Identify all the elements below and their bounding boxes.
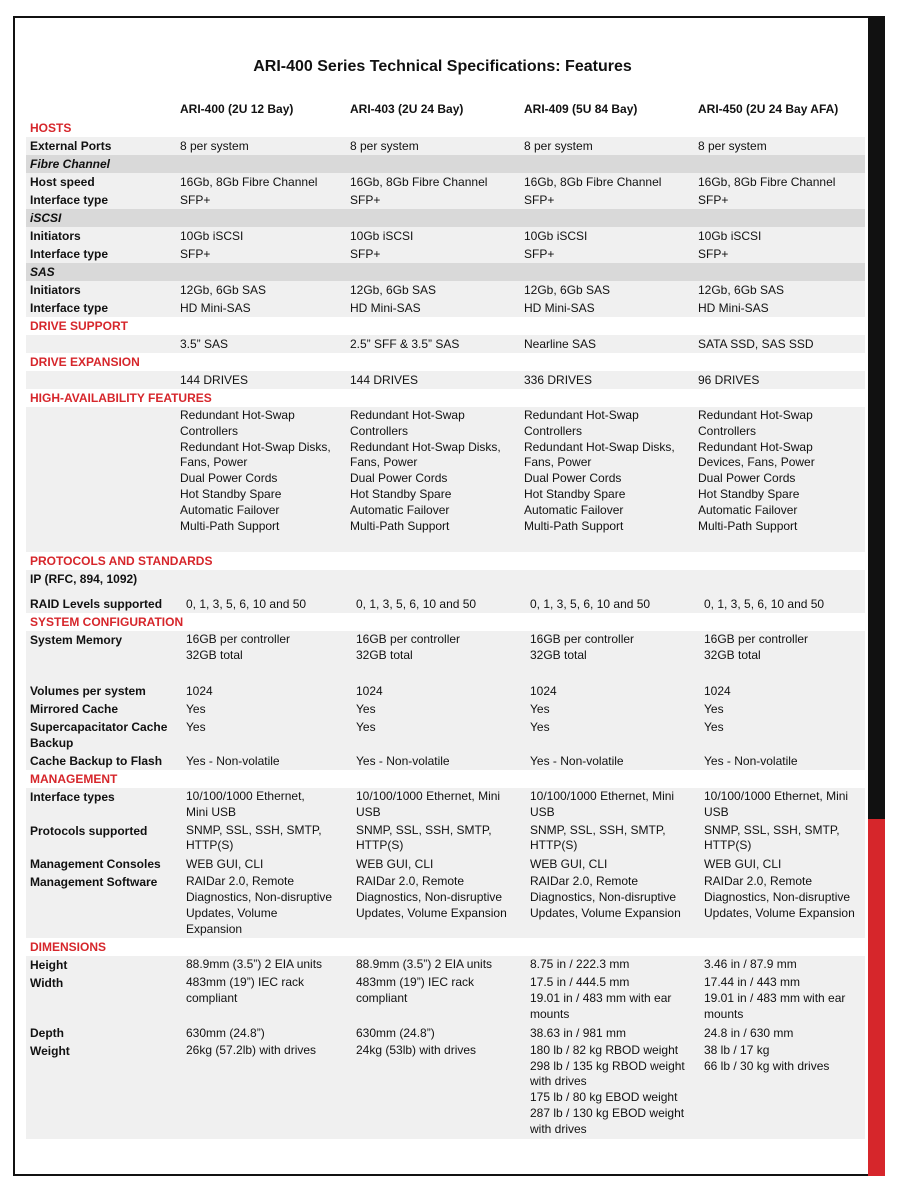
section-row: [26, 389, 865, 407]
spec-value: WEB GUI, CLI: [694, 855, 865, 873]
spec-value-line: Automatic Failover: [524, 502, 624, 517]
spec-value: 2.5” SFF & 3.5” SAS: [346, 335, 520, 353]
spec-row: [26, 407, 865, 552]
spec-value-line: Redundant Hot-Swap: [180, 408, 295, 422]
spec-value: [694, 956, 865, 974]
row-label: Interface type: [26, 245, 176, 263]
spec-value: [346, 407, 520, 552]
spec-value: 8 per system: [694, 137, 865, 155]
spec-row: [26, 956, 865, 974]
subsection-row: [26, 263, 865, 281]
column-header: ARI-450 (2U 24 Bay AFA): [698, 102, 839, 116]
spec-value-line: Controllers: [524, 423, 583, 438]
spec-value-line: 483mm (19”) IEC rack: [186, 975, 305, 990]
spec-value: 1024: [694, 682, 865, 700]
spec-value-line: mounts: [704, 1006, 744, 1021]
spec-value-line: USB: [356, 804, 381, 819]
spec-value-line: Automatic Failover: [180, 502, 280, 517]
section-heading: DIMENSIONS: [26, 938, 865, 956]
spec-value: Yes: [694, 718, 865, 752]
row-label: Cache Backup to Flash: [26, 752, 176, 770]
spec-value-line: Hot Standby Spare: [180, 486, 282, 501]
column-header: ARI-400 (2U 12 Bay): [180, 102, 294, 116]
spec-value: [520, 788, 694, 822]
spec-value-line: mounts: [530, 1006, 570, 1021]
spec-value: 12Gb, 6Gb SAS: [176, 281, 346, 299]
page-title: ARI-400 Series Technical Specifications: Features: [253, 58, 632, 75]
section-heading: MANAGEMENT: [26, 770, 865, 788]
spec-value: Yes - Non-volatile: [520, 752, 694, 770]
column-header: ARI-403 (2U 24 Bay): [350, 102, 464, 116]
spec-value-line: USB: [530, 804, 555, 819]
spec-row: [26, 752, 865, 770]
spec-value: [520, 956, 694, 974]
spec-value-line: Updates, Volume Expansion: [530, 905, 681, 920]
spec-value: [694, 788, 865, 822]
spec-value: 96 DRIVES: [694, 371, 865, 389]
spec-row: [26, 855, 865, 873]
spec-value-line: Automatic Failover: [698, 502, 798, 517]
spec-row: [26, 700, 865, 718]
spec-value-line: Redundant Hot-Swap Disks,: [180, 439, 331, 454]
spec-value: Yes: [694, 700, 865, 718]
spec-value: 16Gb, 8Gb Fibre Channel: [346, 173, 520, 191]
spec-value: 16Gb, 8Gb Fibre Channel: [694, 173, 865, 191]
spec-value: Nearline SAS: [520, 335, 694, 353]
spec-value: SFP+: [694, 191, 865, 209]
spec-value-line: Multi-Path Support: [524, 518, 624, 533]
row-label: Management Software: [26, 873, 176, 938]
spec-value-line: 16GB per controller: [704, 632, 809, 647]
spec-value-line: 10/100/1000 Ethernet, Mini: [530, 788, 675, 803]
spec-value-line: SNMP, SSL, SSH, SMTP,: [530, 822, 666, 837]
spec-row: [26, 191, 865, 209]
row-label: Management Consoles: [26, 855, 176, 873]
spec-value-line: Hot Standby Spare: [698, 486, 800, 501]
spec-value: SFP+: [346, 191, 520, 209]
spec-value-line: Multi-Path Support: [350, 518, 450, 533]
spec-value: 10Gb iSCSI: [520, 227, 694, 245]
spec-value-line: Fans, Power: [350, 455, 418, 470]
spec-value-line: Dual Power Cords: [698, 471, 796, 486]
spec-row: [26, 1024, 865, 1042]
spec-value: [176, 822, 346, 856]
spec-value-line: 10/100/1000 Ethernet,: [186, 788, 305, 803]
spec-value: WEB GUI, CLI: [520, 855, 694, 873]
spec-value: SATA SSD, SAS SSD: [694, 335, 865, 353]
spec-table: [26, 99, 865, 1139]
spec-value-line: Hot Standby Spare: [524, 486, 626, 501]
section-row: [26, 938, 865, 956]
spec-value: [176, 788, 346, 822]
section-heading: HOSTS: [26, 119, 865, 137]
row-label: RAID Levels supported: [26, 595, 176, 613]
spec-value: [176, 407, 346, 552]
row-label: [26, 371, 176, 389]
spec-value: SFP+: [176, 245, 346, 263]
spec-value: WEB GUI, CLI: [346, 855, 520, 873]
spec-value: 8 per system: [176, 137, 346, 155]
spec-value-line: HTTP(S): [186, 838, 234, 853]
spec-value-line: Fans, Power: [524, 455, 592, 470]
spec-value-line: Controllers: [350, 423, 409, 438]
spec-value-line: 88.9mm (3.5”) 2 EIA units: [186, 957, 323, 972]
row-label: Interface type: [26, 191, 176, 209]
spec-value: [176, 1042, 346, 1139]
spec-row: [26, 595, 865, 613]
spec-value: 24.8 in / 630 mm: [694, 1024, 865, 1042]
spec-value-line: Redundant Hot-Swap: [698, 408, 813, 422]
spec-row: [26, 281, 865, 299]
spec-value: [346, 974, 520, 1023]
subsection-heading: Fibre Channel: [26, 155, 865, 173]
spec-value-line: 32GB total: [704, 648, 761, 663]
spec-value: [346, 788, 520, 822]
subsection-heading: iSCSI: [26, 209, 865, 227]
spec-value-line: RAIDar 2.0, Remote: [186, 874, 295, 889]
section-row: [26, 317, 865, 335]
spec-row: [26, 371, 865, 389]
spec-value-line: compliant: [186, 991, 238, 1006]
spec-value: SFP+: [176, 191, 346, 209]
spec-value-line: SNMP, SSL, SSH, SMTP,: [704, 822, 840, 837]
spec-value: [176, 873, 346, 938]
spec-value-line: HTTP(S): [704, 838, 752, 853]
spec-value: 630mm (24.8”): [346, 1024, 520, 1042]
spec-value: 12Gb, 6Gb SAS: [694, 281, 865, 299]
spec-value-line: Diagnostics, Non-disruptive: [704, 889, 851, 904]
spec-value: [346, 1042, 520, 1139]
row-label: Initiators: [26, 281, 176, 299]
spec-value-line: compliant: [356, 991, 408, 1006]
spec-value-line: Updates, Volume Expansion: [356, 905, 507, 920]
row-label: External Ports: [26, 137, 176, 155]
spec-value: [176, 956, 346, 974]
spec-value-line: Devices, Fans, Power: [698, 455, 815, 470]
spec-value-line: RAIDar 2.0, Remote: [704, 874, 813, 889]
spec-value-line: Dual Power Cords: [524, 471, 622, 486]
spec-value-line: Dual Power Cords: [180, 471, 278, 486]
spec-value: Yes: [520, 700, 694, 718]
spec-value: Yes - Non-volatile: [176, 752, 346, 770]
side-bar-black: [868, 16, 885, 819]
spec-row: [26, 1042, 865, 1139]
spec-value: HD Mini-SAS: [176, 299, 346, 317]
spec-value: Yes: [346, 718, 520, 752]
spec-value: Yes - Non-volatile: [694, 752, 865, 770]
spec-value-line: Updates, Volume: [186, 905, 278, 920]
spec-value: WEB GUI, CLI: [176, 855, 346, 873]
spec-value-line: USB: [704, 804, 729, 819]
spec-value-line: SNMP, SSL, SSH, SMTP,: [186, 822, 322, 837]
spec-row: [26, 227, 865, 245]
spec-value-line: Dual Power Cords: [350, 471, 448, 486]
spec-row: [26, 873, 865, 938]
spec-value-line: Controllers: [180, 423, 239, 438]
spec-row: [26, 173, 865, 191]
spec-value: Yes - Non-volatile: [346, 752, 520, 770]
spec-value-line: Hot Standby Spare: [350, 486, 452, 501]
section-row: [26, 770, 865, 788]
spec-value: [520, 407, 694, 552]
section-heading: SYSTEM CONFIGURATION: [26, 613, 865, 631]
spec-value: [694, 822, 865, 856]
spec-value: Yes: [520, 718, 694, 752]
spec-value-line: Fans, Power: [180, 455, 248, 470]
spec-value: [346, 631, 520, 682]
spec-row: [26, 335, 865, 353]
spec-value: 1024: [520, 682, 694, 700]
spec-value-line: 3.46 in / 87.9 mm: [704, 957, 797, 972]
spec-value-line: Diagnostics, Non-disruptive: [530, 889, 677, 904]
spec-value: [694, 631, 865, 682]
spec-value: [346, 956, 520, 974]
spec-value-line: Mini USB: [186, 804, 237, 819]
spec-value: Yes: [176, 700, 346, 718]
spec-value: [694, 873, 865, 938]
spec-row: [26, 299, 865, 317]
spec-value: 12Gb, 6Gb SAS: [520, 281, 694, 299]
spec-value: [176, 974, 346, 1023]
column-header-row: [26, 99, 865, 119]
spec-value-line: 10/100/1000 Ethernet, Mini: [704, 788, 849, 803]
spec-value: 0, 1, 3, 5, 6, 10 and 50: [694, 595, 865, 613]
section-heading: DRIVE EXPANSION: [26, 353, 865, 371]
spec-value: HD Mini-SAS: [694, 299, 865, 317]
spec-value: 1024: [176, 682, 346, 700]
section-row: [26, 613, 865, 631]
spec-value-line: 287 lb / 130 kg EBOD weight: [530, 1105, 685, 1120]
row-label: System Memory: [26, 631, 176, 682]
spec-value-line: 17.44 in / 443 mm: [704, 975, 801, 990]
spec-value: 0, 1, 3, 5, 6, 10 and 50: [176, 595, 346, 613]
section-heading: DRIVE SUPPORT: [26, 317, 865, 335]
spec-value-line: with drives: [530, 1074, 587, 1089]
spec-value-line: Automatic Failover: [350, 502, 450, 517]
row-label: Weight: [26, 1042, 176, 1139]
spec-value: 12Gb, 6Gb SAS: [346, 281, 520, 299]
spec-value-line: 10/100/1000 Ethernet, Mini: [356, 788, 501, 803]
subsection-row: [26, 209, 865, 227]
spec-row: [26, 631, 865, 682]
spec-value: HD Mini-SAS: [520, 299, 694, 317]
spec-value-line: SNMP, SSL, SSH, SMTP,: [356, 822, 492, 837]
spec-row: [26, 718, 865, 752]
spec-value: [520, 873, 694, 938]
spec-value-line: Diagnostics, Non-disruptive: [186, 889, 333, 904]
spec-value-line: Redundant Hot-Swap Disks,: [350, 439, 501, 454]
spec-row: [26, 682, 865, 700]
spec-value: 8 per system: [520, 137, 694, 155]
spec-value-line: 38 lb / 17 kg: [704, 1042, 770, 1057]
row-label: IP (RFC, 894, 1092): [26, 570, 865, 595]
spec-value: [176, 631, 346, 682]
spec-value: 8 per system: [346, 137, 520, 155]
spec-value-line: 26kg (57.2lb) with drives: [186, 1042, 317, 1057]
spec-value-line: Multi-Path Support: [180, 518, 280, 533]
spec-value: SFP+: [520, 191, 694, 209]
spec-row: [26, 974, 865, 1023]
row-label: Host speed: [26, 173, 176, 191]
spec-value: SFP+: [694, 245, 865, 263]
spec-value-line: 88.9mm (3.5”) 2 EIA units: [356, 957, 493, 972]
spec-value: [694, 407, 865, 552]
spec-value-line: 8.75 in / 222.3 mm: [530, 957, 630, 972]
spec-value-line: 17.5 in / 444.5 mm: [530, 975, 630, 990]
spec-value: 0, 1, 3, 5, 6, 10 and 50: [520, 595, 694, 613]
spec-value: 144 DRIVES: [176, 371, 346, 389]
spec-value: 10Gb iSCSI: [346, 227, 520, 245]
row-label: [26, 335, 176, 353]
spec-value-line: 16GB per controller: [356, 632, 461, 647]
spec-value-line: 180 lb / 82 kg RBOD weight: [530, 1042, 679, 1057]
spec-value: Yes: [346, 700, 520, 718]
spec-value-line: Diagnostics, Non-disruptive: [356, 889, 503, 904]
spec-value: 336 DRIVES: [520, 371, 694, 389]
spec-value: 144 DRIVES: [346, 371, 520, 389]
spec-value-line: HTTP(S): [356, 838, 404, 853]
spec-value-line: 24kg (53lb) with drives: [356, 1042, 477, 1057]
spec-value-line: RAIDar 2.0, Remote: [530, 874, 639, 889]
row-label: [26, 407, 176, 552]
spec-value: 10Gb iSCSI: [694, 227, 865, 245]
row-label: Depth: [26, 1024, 176, 1042]
spec-value: 16Gb, 8Gb Fibre Channel: [520, 173, 694, 191]
spec-value: Yes: [176, 718, 346, 752]
spec-value: [520, 631, 694, 682]
spec-value: [520, 822, 694, 856]
spec-value: [346, 822, 520, 856]
header-blank: [26, 99, 176, 119]
spec-value-line: 32GB total: [186, 648, 243, 663]
row-label: Protocols supported: [26, 822, 176, 856]
spec-value: [346, 873, 520, 938]
spec-value-line: Multi-Path Support: [698, 518, 798, 533]
spec-value-line: 19.01 in / 483 mm with ear: [704, 991, 846, 1006]
spec-value: SFP+: [346, 245, 520, 263]
section-heading: PROTOCOLS AND STANDARDS: [26, 552, 865, 570]
spec-value-line: 32GB total: [356, 648, 413, 663]
spec-row: [26, 570, 865, 595]
row-label: Height: [26, 956, 176, 974]
column-header: ARI-409 (5U 84 Bay): [524, 102, 638, 116]
spec-value: [694, 974, 865, 1023]
spec-value-line: Updates, Volume Expansion: [704, 905, 855, 920]
spec-row: [26, 788, 865, 822]
row-label: Mirrored Cache: [26, 700, 176, 718]
side-bar-red: [868, 819, 885, 1176]
spec-value: 630mm (24.8”): [176, 1024, 346, 1042]
spec-row: [26, 822, 865, 856]
spec-value-line: Controllers: [698, 423, 757, 438]
row-label: Initiators: [26, 227, 176, 245]
spec-value: [520, 974, 694, 1023]
spec-value-line: 32GB total: [530, 648, 587, 663]
row-label: Interface types: [26, 788, 176, 822]
section-row: [26, 119, 865, 137]
section-heading: HIGH-AVAILABILITY FEATURES: [26, 389, 865, 407]
spec-value: [520, 1042, 694, 1139]
spec-value-line: Redundant Hot-Swap: [350, 408, 465, 422]
spec-value-line: RAIDar 2.0, Remote: [356, 874, 465, 889]
spec-value-line: HTTP(S): [530, 838, 578, 853]
spec-value-line: Expansion: [186, 921, 243, 936]
spec-value: 1024: [346, 682, 520, 700]
spec-value: SFP+: [520, 245, 694, 263]
spec-value-line: with drives: [530, 1121, 587, 1136]
spec-value-line: Redundant Hot-Swap: [524, 408, 639, 422]
spec-value: 3.5” SAS: [176, 335, 346, 353]
spec-value: HD Mini-SAS: [346, 299, 520, 317]
row-label: Interface type: [26, 299, 176, 317]
spec-value-line: 66 lb / 30 kg with drives: [704, 1058, 830, 1073]
spec-value-line: Redundant Hot-Swap Disks,: [524, 439, 675, 454]
spec-value-line: 298 lb / 135 kg RBOD weight: [530, 1058, 685, 1073]
subsection-heading: SAS: [26, 263, 865, 281]
subsection-row: [26, 155, 865, 173]
spec-row: [26, 245, 865, 263]
spec-value-line: 16GB per controller: [530, 632, 635, 647]
spec-value-line: 175 lb / 80 kg EBOD weight: [530, 1090, 678, 1105]
section-row: [26, 552, 865, 570]
section-row: [26, 353, 865, 371]
spec-value: [694, 1042, 865, 1139]
row-label: Volumes per system: [26, 682, 176, 700]
spec-value: 38.63 in / 981 mm: [520, 1024, 694, 1042]
spec-value-line: Redundant Hot-Swap: [698, 439, 813, 454]
spec-value-line: 483mm (19”) IEC rack: [356, 975, 475, 990]
spec-value: 0, 1, 3, 5, 6, 10 and 50: [346, 595, 520, 613]
spec-row: [26, 137, 865, 155]
spec-value-line: 16GB per controller: [186, 632, 291, 647]
spec-value: 16Gb, 8Gb Fibre Channel: [176, 173, 346, 191]
spec-value: 10Gb iSCSI: [176, 227, 346, 245]
row-label: Supercapacitator Cache Backup: [26, 718, 176, 752]
row-label: Width: [26, 974, 176, 1023]
spec-value-line: 19.01 in / 483 mm with ear: [530, 991, 672, 1006]
